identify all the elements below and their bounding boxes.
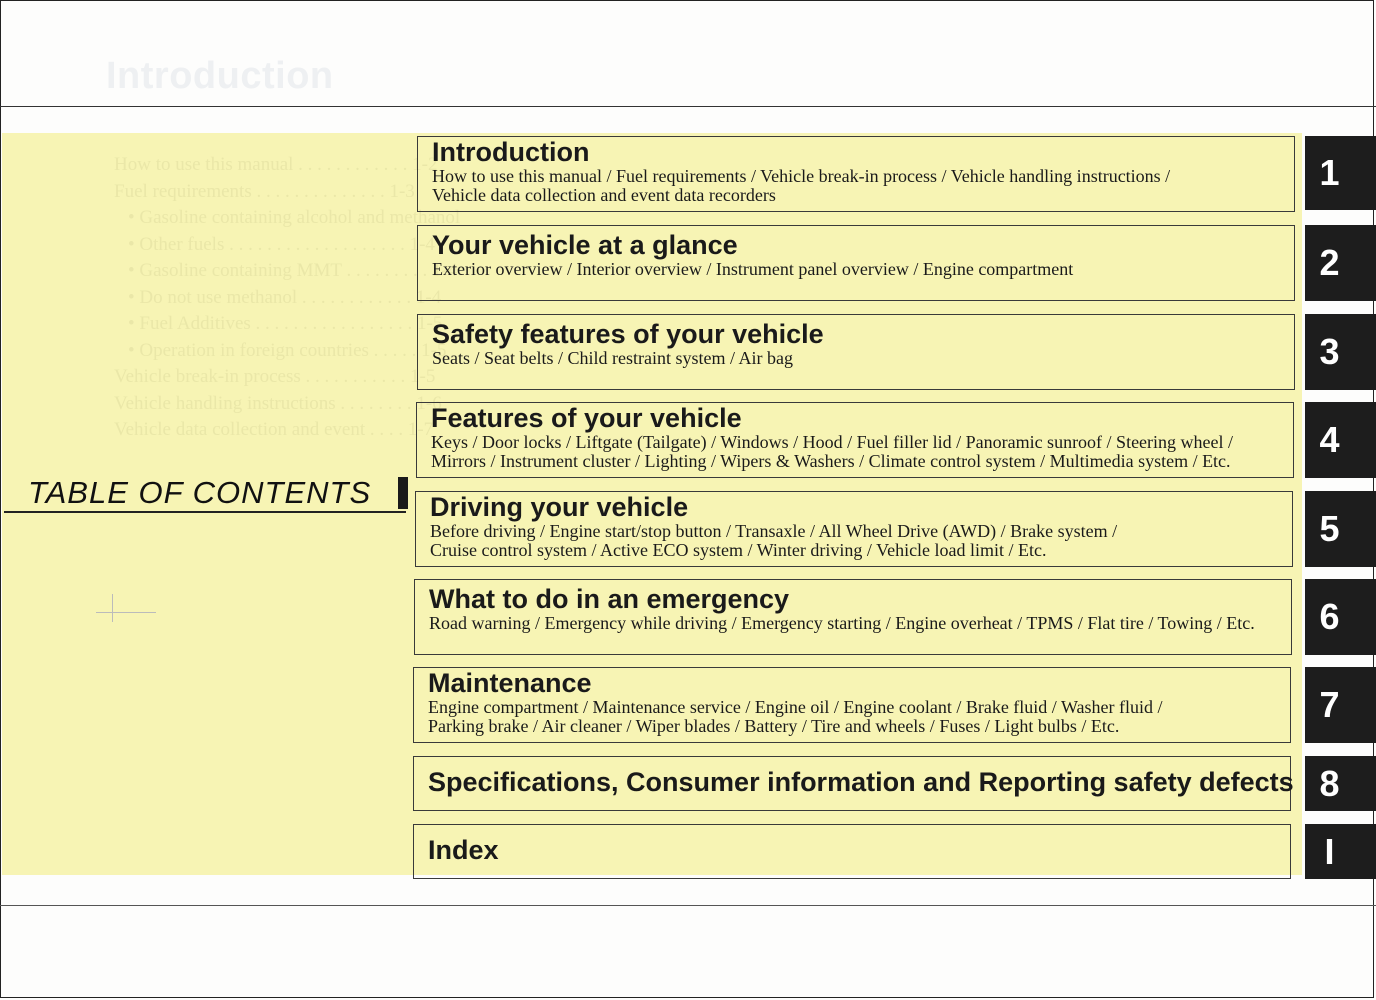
section-number: 4 bbox=[1319, 419, 1340, 460]
toc-heading-text: TABLE OF CONTENTS bbox=[28, 475, 372, 510]
ghost-toc-line: Fuel requirements . . . . . . . . . . . . . . 1-3 bbox=[114, 180, 415, 202]
ghost-toc-line: • Gasoline containing alcohol and methanol bbox=[128, 207, 461, 228]
section-number: 3 bbox=[1319, 331, 1340, 372]
section-tab[interactable] bbox=[1305, 491, 1376, 567]
section-description: Exterior overview / Interior overview / Instrument panel overview / Engine compartment bbox=[432, 259, 1074, 279]
section-description: Cruise control system / Active ECO system / Winter driving / Vehicle load limit / Etc. bbox=[430, 540, 1047, 560]
section-description: Road warning / Emergency while driving / Emergency starting / Engine overheat / TPMS / Flat tire / Towing / Etc. bbox=[429, 613, 1255, 633]
section-entry[interactable] bbox=[413, 824, 1291, 879]
section-tab[interactable] bbox=[1305, 136, 1376, 210]
section-entry[interactable] bbox=[417, 225, 1295, 301]
section-entry[interactable] bbox=[413, 756, 1294, 811]
section-description: Engine compartment / Maintenance service / Engine oil / Engine coolant / Brake fluid / Washer fluid / bbox=[428, 697, 1163, 717]
ghost-toc-line: • Gasoline containing MMT . . . . . . . . . 1-4 bbox=[128, 260, 458, 281]
section-number: 5 bbox=[1319, 508, 1340, 549]
section-tab[interactable] bbox=[1305, 667, 1376, 743]
section-description: Keys / Door locks / Liftgate (Tailgate) / Windows / Hood / Fuel filler lid / Panoramic sunroof / Steering wheel / bbox=[431, 432, 1234, 452]
section-title: Driving your vehicle bbox=[430, 492, 689, 522]
top-rule bbox=[0, 106, 1376, 107]
section-tab[interactable] bbox=[1305, 314, 1376, 390]
section-title: Maintenance bbox=[428, 668, 592, 698]
section-tab[interactable] bbox=[1305, 225, 1376, 301]
section-title: Safety features of your vehicle bbox=[432, 319, 824, 349]
section-tab[interactable] bbox=[1305, 579, 1376, 655]
section-number: 7 bbox=[1319, 684, 1340, 725]
ghost-toc-line: • Do not use methanol . . . . . . . . . . . . 1-4 bbox=[128, 286, 442, 308]
section-entry[interactable] bbox=[413, 667, 1291, 743]
section-entry[interactable] bbox=[417, 314, 1295, 390]
ghost-toc-line: Vehicle break-in process . . . . . . . . . . . 1-5 bbox=[114, 366, 436, 387]
section-tab[interactable] bbox=[1305, 756, 1376, 811]
section-entry[interactable] bbox=[416, 402, 1294, 478]
toc-heading bbox=[4, 475, 406, 513]
section-description: Vehicle data collection and event data recorders bbox=[432, 185, 776, 205]
ghost-toc-list bbox=[114, 152, 461, 444]
ghost-toc-line: • Other fuels . . . . . . . . . . . . . . . . . . . 1-4 bbox=[128, 233, 435, 255]
bottom-rule bbox=[0, 905, 1376, 906]
section-entry[interactable] bbox=[414, 579, 1292, 655]
section-entry[interactable] bbox=[415, 491, 1293, 567]
ghost-toc-line: How to use this manual . . . . . . . . . . . . 1-2 bbox=[114, 154, 438, 175]
section-number: 1 bbox=[1319, 152, 1340, 193]
ghost-page-title: Introduction bbox=[106, 55, 334, 97]
section-tab[interactable] bbox=[1305, 824, 1376, 879]
section-title: What to do in an emergency bbox=[429, 584, 790, 614]
section-description: Seats / Seat belts / Child restraint system / Air bag bbox=[432, 348, 793, 368]
ghost-toc-line: Vehicle data collection and event . . . . 1-7 bbox=[114, 419, 434, 440]
section-description: Before driving / Engine start/stop button / Transaxle / All Wheel Drive (AWD) / Brake system / bbox=[430, 521, 1118, 541]
section-description: Mirrors / Instrument cluster / Lighting / Wipers & Washers / Climate control system / Multimedia system / Etc. bbox=[431, 451, 1231, 471]
registration-mark-vertical bbox=[112, 594, 113, 622]
section-title: Index bbox=[428, 835, 499, 865]
section-title: Your vehicle at a glance bbox=[432, 230, 738, 260]
section-entry[interactable] bbox=[417, 136, 1295, 212]
section-title: Introduction bbox=[432, 137, 590, 167]
toc-heading-bar bbox=[398, 477, 408, 509]
ghost-toc-line: • Fuel Additives . . . . . . . . . . . . . . . . . 1-5 bbox=[128, 313, 443, 334]
section-description: Parking brake / Air cleaner / Wiper blades / Battery / Tire and wheels / Fuses / Light bulbs / Etc. bbox=[428, 716, 1120, 736]
section-number: 8 bbox=[1319, 762, 1340, 804]
section-number: 2 bbox=[1319, 242, 1340, 283]
section-number: 6 bbox=[1319, 596, 1340, 637]
section-title: Features of your vehicle bbox=[431, 403, 742, 433]
registration-mark bbox=[96, 612, 156, 613]
section-title: Specifications, Consumer information and Reporting safety defects bbox=[428, 767, 1294, 797]
section-number: I bbox=[1324, 830, 1335, 872]
ghost-toc-line: • Operation in foreign countries . . . . . 1-5 bbox=[128, 339, 447, 361]
ghost-toc-line: Vehicle handling instructions . . . . . . . . 1-6 bbox=[114, 392, 442, 414]
section-tab[interactable] bbox=[1305, 402, 1376, 478]
section-description: How to use this manual / Fuel requirements / Vehicle break-in process / Vehicle handling instructions / bbox=[432, 166, 1171, 186]
